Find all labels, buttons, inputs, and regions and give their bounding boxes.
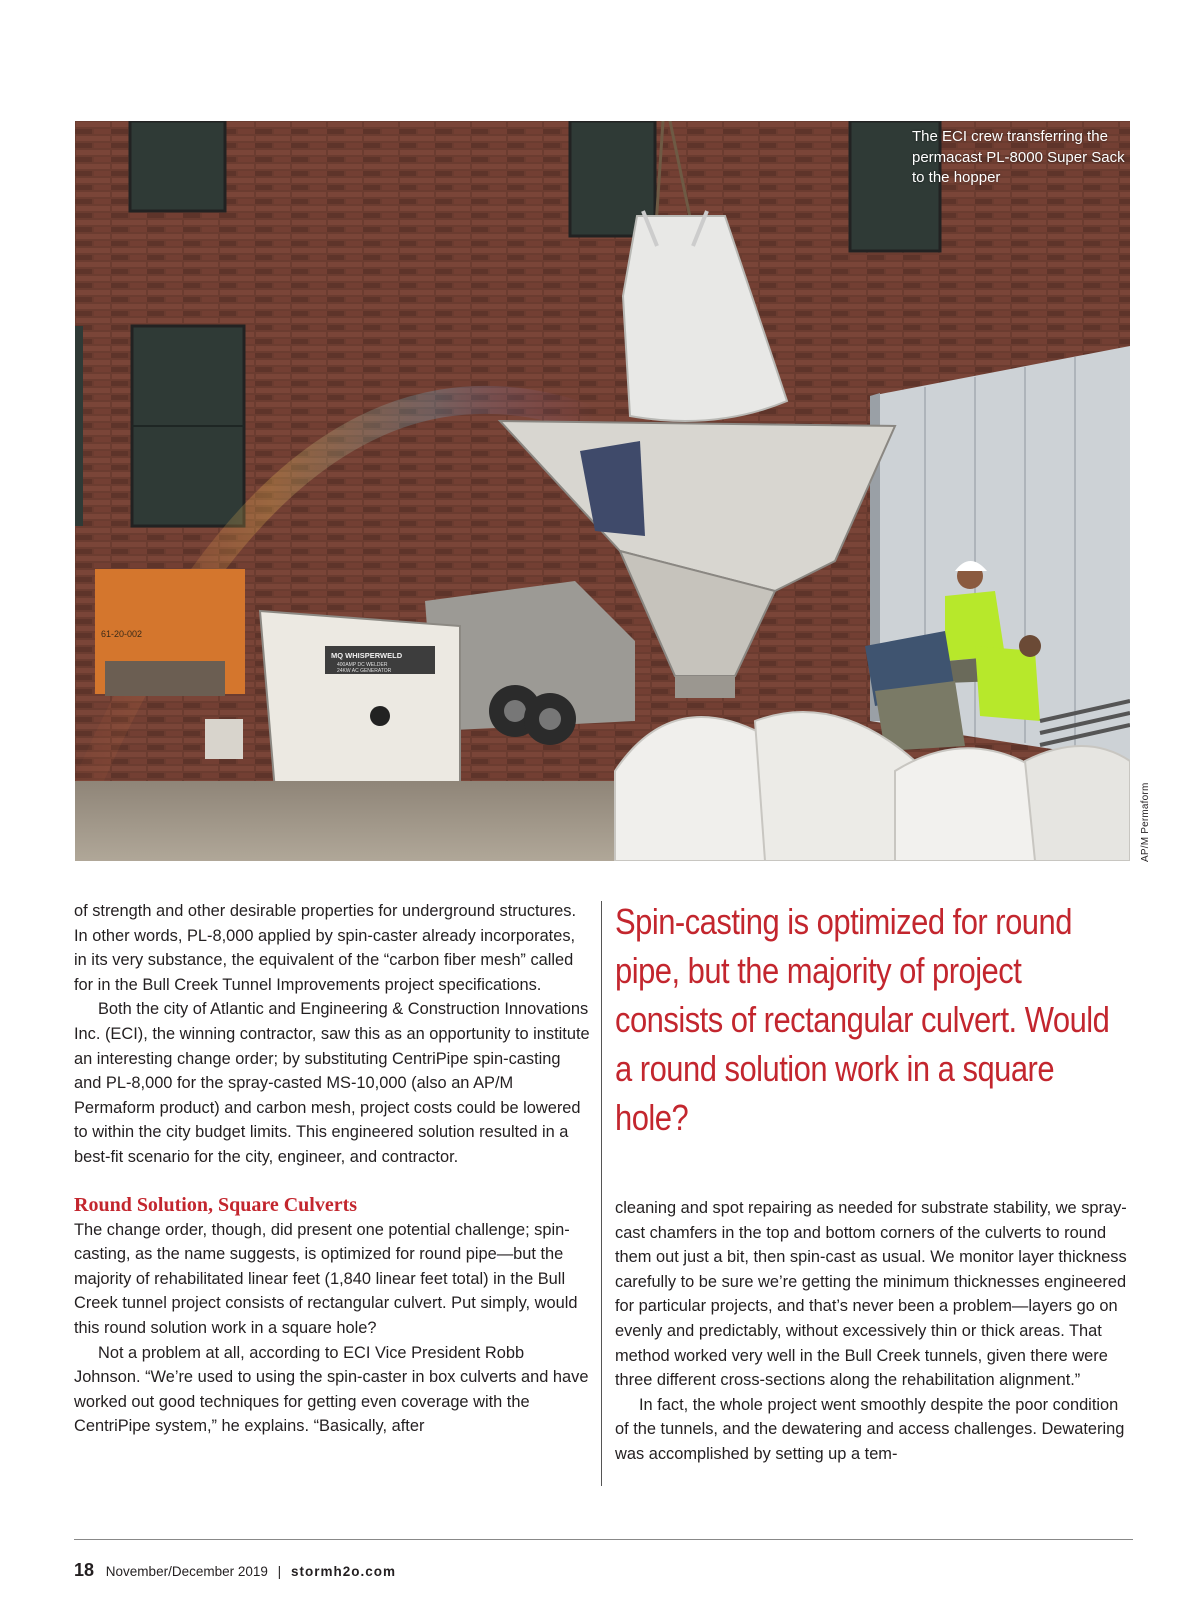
site-link[interactable]: stormh2o.com [290, 1564, 396, 1579]
left-column [74, 899, 590, 1439]
page-footer [74, 1560, 396, 1581]
column-divider [601, 901, 602, 1486]
left-paragraph-1: of strength and other desirable properties for underground structures. In other words, PL-8,000 applied by spin-caster already incorporates, in its very substance, the equivalent of the “carbon fiber mesh” called for in the Bull Creek Tunnel Improvements project specifications. [74, 902, 577, 994]
welder-sublabel-2: 24KW AC GENERATOR [337, 668, 392, 674]
footer-separator: | [277, 1564, 282, 1579]
section-subhead: Round Solution, Square Culverts [74, 1193, 358, 1216]
construction-site-illustration [75, 121, 1130, 861]
pull-quote: Spin-casting is optimized for round pipe, but the majority of project consists of rectangular culvert. Would a round solution work in a square hole? [615, 901, 1110, 1138]
issue-date: November/December 2019 [105, 1564, 268, 1579]
left-paragraph-3: The change order, though, did present one potential challenge; spin-casting, as the name suggests, is optimized for round pipe—but the majority of rehabilitated linear feet (1,840 linear feet total) in the Bull Creek tunnel project consists of rectangular culvert. Put simply, would this round solution work in a square hole? [74, 1220, 578, 1337]
article-photo [75, 121, 1130, 861]
compressor-label: 61-20-002 [101, 629, 143, 639]
right-paragraph-2: In fact, the whole project went smoothly despite the poor condition of the tunnels, and the dewatering and access challenges. Dewatering was accomplished by setting up a tem- [615, 1395, 1125, 1463]
left-paragraph-2: Both the city of Atlantic and Engineering & Construction Innovations Inc. (ECI), the winning contractor, saw this as an opportunity to institute an interesting change order; by substituting CentriPipe spin-casting and PL-8,000 for the spray-casted MS-10,000 (also an AP/M Permaform product) and carbon mesh, project costs could be lowered to within the city budget limits. This engineered solution resulted in a best-fit scenario for the city, engineer, and contractor. [74, 1000, 590, 1166]
welder-sublabel-1: 400AMP DC WELDER [337, 662, 388, 668]
footer-rule [74, 1539, 1133, 1540]
left-paragraph-4: Not a problem at all, according to ECI Vice President Robb Johnson. “We’re used to using the spin-caster in box culverts and have worked out good techniques for getting even coverage with the CentriPipe system,” he explains. “Basically, after [74, 1343, 589, 1436]
welder-label: MQ WHISPERWELD [331, 651, 403, 660]
right-paragraph-1: cleaning and spot repairing as needed for substrate stability, we spray-cast chamfers in the top and bottom corners of the culverts to round them out just a bit, then spin-cast as usual. We monitor layer thickness carefully to be sure we’re getting the minimum thicknesses engineered for particular projects, and that’s never been a problem—layers go on evenly and predictably, without excessively thin or thick areas. That method worked very well in the Bull Creek tunnels, given there were three different cross-sections along the rehabilitation alignment.” [615, 1199, 1127, 1390]
right-column [615, 1196, 1135, 1467]
page-number: 18 [74, 1560, 95, 1580]
photo-caption: The ECI crew transferring the permacast PL-8000 Super Sack to the hopper [912, 128, 1125, 186]
photo-credit: AP/M Permaform [1140, 782, 1151, 862]
